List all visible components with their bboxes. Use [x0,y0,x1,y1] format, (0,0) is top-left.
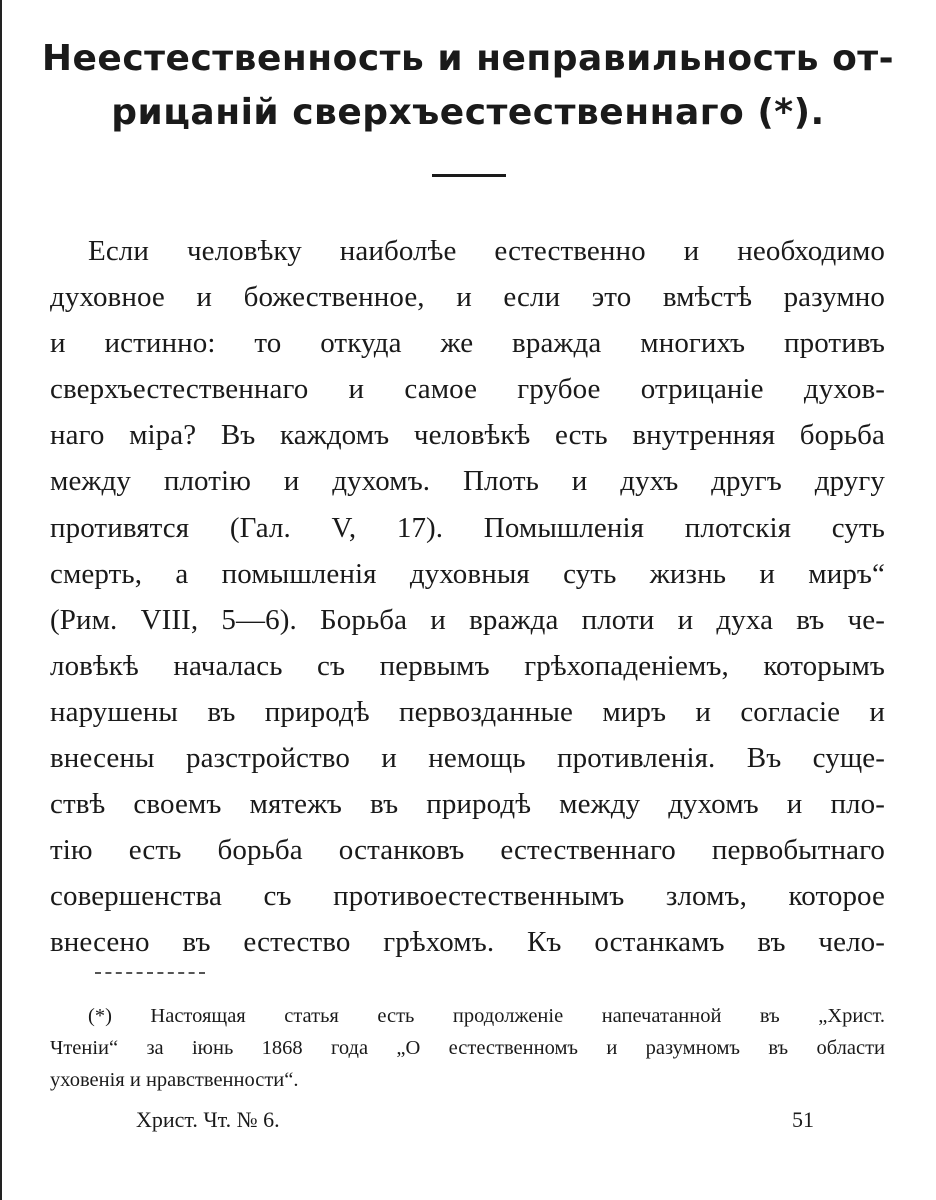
footnote-separator [95,972,205,974]
body-line: ловѣкѣ началась съ первымъ грѣхопаденіемъ, которымъ [50,649,885,682]
body-line: противятся (Гал. V, 17). Помышленія плотскія суть [50,511,885,544]
body-line: сверхъестественнаго и самое грубое отрицаніе духов- [50,373,885,406]
body-line: совершенства съ противоестественнымъ зломъ, которое [50,880,885,913]
body-line: наго міра? Въ каждомъ человѣкѣ есть внутренняя борьба [50,419,885,452]
page-left-edge [0,0,2,1200]
title-divider [432,174,506,177]
signature-mark: Христ. Чт. № 6. [136,1107,280,1132]
body-line: (Рим. VIII, 5—6). Борьба и вражда плоти и духа въ че- [50,603,885,636]
body-line: ствѣ своемъ мятежъ въ природѣ между духомъ и пло- [50,788,885,821]
footnote-line: (*) Настоящая статья есть продолженіе напечатанной въ „Христ. [88,1005,885,1027]
body-paragraph [50,228,885,966]
footnote [50,1000,885,1096]
article-title-line-1: Неестественность и неправильность от- [41,38,895,79]
body-line: тію есть борьба останковъ естественнаго первобытнаго [50,834,885,867]
body-line: между плотію и духомъ. Плоть и духъ другъ другу [50,465,885,498]
footnote-line: уховенія и нравственности“. [50,1069,299,1091]
body-line: нарушены въ природѣ первозданные миръ и согласіе и [50,695,885,728]
article-title-line-2: рицаній сверхъестественнаго (*). [111,92,825,133]
body-line: и истинно: то откуда же вражда многихъ противъ [50,327,885,360]
body-line: духовное и божественное, и если это вмѣстѣ разумно [50,281,885,314]
body-line: внесено въ естество грѣхомъ. Къ останкамъ въ чело- [50,926,885,959]
body-line: внесены разстройство и немощь противленія. Въ суще- [50,742,885,775]
footnote-line: Чтеніи“ за іюнь 1868 года „О естественномъ и разумномъ въ области [50,1037,885,1059]
body-line: смерть, а помышленія духовныя суть жизнь и миръ“ [50,557,885,590]
page-footer [136,1104,814,1136]
page-number: 51 [792,1107,814,1132]
body-line: Если человѣку наиболѣе естественно и необходимо [88,235,885,267]
